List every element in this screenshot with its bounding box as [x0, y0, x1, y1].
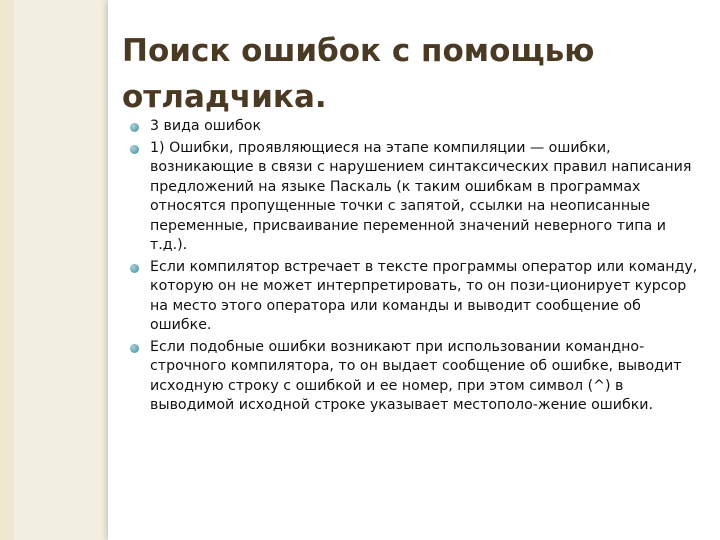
list-item-text: Если компилятор встречает в тексте программы оператор или команду, которую он не может интерпретировать, то он пози-ционирует курсор на место этого оператора или команды и выводит сообщение об ошибке. — [150, 258, 698, 333]
list-item-text: 1) Ошибки, проявляющиеся на этапе компиляции — ошибки, возникающие в связи с нарушением синтаксических правил написания предложений на языке Паскаль (к таким ошибкам в программах относятся пропущенные точки с запятой, ссылки на неописанные переменные, присваивание переменной значений неверного типа и т.д.). — [150, 139, 692, 253]
list-item — [130, 258, 702, 336]
slide-title: Поиск ошибок с помощью отладчика. — [122, 33, 595, 115]
list-item-text: Если подобные ошибки возникают при использовании командно-строчного компилятора, то он выдает сообщение об ошибке, выводит исходную строку с ошибкой и ее номер, при этом символ (^) в выводимой исходной строке указывает местополо-жение ошибки. — [150, 338, 682, 413]
bullet-dot-icon — [130, 123, 139, 132]
list-item-text: 3 вида ошибок — [150, 118, 262, 134]
list-item — [130, 338, 702, 416]
bullet-dot-icon — [130, 264, 139, 273]
list-item — [130, 117, 702, 137]
left-decor-band — [0, 0, 14, 540]
bullet-list — [130, 117, 702, 418]
list-item — [130, 139, 702, 256]
bullet-dot-icon — [130, 145, 139, 154]
bullet-dot-icon — [130, 344, 139, 353]
